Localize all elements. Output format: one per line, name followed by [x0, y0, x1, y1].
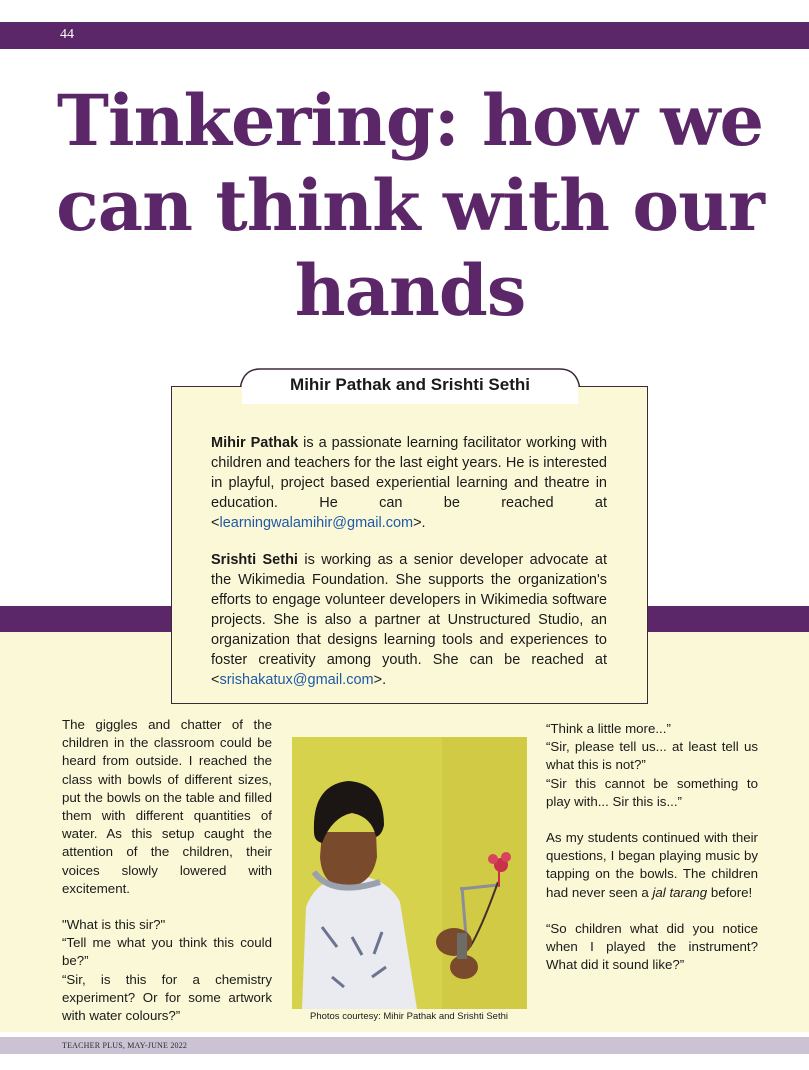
dialogue-line: “Sir, is this for a chemistry experiment? Or for some artwork with water colours?” [62, 971, 272, 1024]
paragraph-text: As my students continued with their questions, I began playing music by tapping on the bowls. The children had never seen a [546, 830, 758, 900]
dialogue-line: “Sir, please tell us... at least tell us what this is not?” [546, 739, 758, 773]
right-column [546, 720, 758, 974]
footer-text: TEACHER PLUS, MAY-JUNE 2022 [62, 1041, 188, 1050]
dialogue-line: “Tell me what you think this could be?” [62, 935, 272, 969]
bio-mihir: Mihir Pathak is a passionate learning facilitator working with children and teachers for the last eight years. He is interested in playful, project based experiential learning and theatre in education. He can be reached at <learningwalamihir@gmail.com>. [211, 435, 608, 531]
email-link[interactable]: learningwalamihir@gmail.com [219, 515, 414, 531]
author-names: Mihir Pathak and Srishti Sethi [290, 375, 530, 394]
top-bar [0, 22, 809, 49]
bio-name: Mihir Pathak [211, 435, 299, 451]
left-column [62, 716, 272, 1025]
term-italic: jal tarang [652, 884, 708, 900]
photo-boy-with-model [292, 737, 527, 1009]
bio-srishti: Srishti Sethi is working as a senior developer advocate at the Wikimedia Foundation. She supports the organization's efforts to engage volunteer developers in Wikimedia software projects. She is also a partner at Unstructured Studio, an organization that designs learning tools and experiences to foster creativity among youth. She can be reached at <srishakatux@gmail.com>. [211, 552, 607, 688]
photo-caption: Photos courtesy: Mihir Pathak and Srishti Sethi [309, 1011, 508, 1022]
page-number: 44 [60, 27, 74, 42]
dialogue-line: “Sir this cannot be something to play with... Sir this is...” [546, 775, 758, 809]
footer-bar [0, 1037, 809, 1054]
dialogue-line: "What is this sir?" [62, 917, 166, 933]
paragraph [546, 829, 758, 902]
bio-text: is working as a senior developer advocate at the Wikimedia Foundation. She supports the organization's efforts to engage volunteer developers in Wikimedia software projects. She is also a partner at Unstructured Studio, an organization that designs learning tools and experiences to foster creativity among youth. She can be reached at [211, 552, 607, 668]
paragraph: The giggles and chatter of the children in the classroom could be heard from outside. I reached the class with bowls of different sizes, put the bowls on the table and filled them with different quantities of water. As this setup caught the attention of the children, their voices slowly lowered with excitement. [62, 717, 272, 896]
dialogue-line: “Think a little more...” [546, 721, 671, 736]
bio-name: Srishti Sethi [211, 552, 298, 568]
paragraph-text: before! [707, 884, 753, 900]
dialogue-line: “So children what did you notice when I played the instrument? What did it sound like?” [546, 920, 758, 973]
bio-text: is a passionate learning facilitator working with children and teachers for the last eight years. He is interested in playful, project based experiential learning and theatre in education. He can be reached at [211, 435, 608, 511]
article-title: Tinkering: how we can think with our hands [56, 79, 764, 332]
email-link[interactable]: srishakatux@gmail.com [219, 672, 374, 688]
author-tab [240, 368, 580, 404]
